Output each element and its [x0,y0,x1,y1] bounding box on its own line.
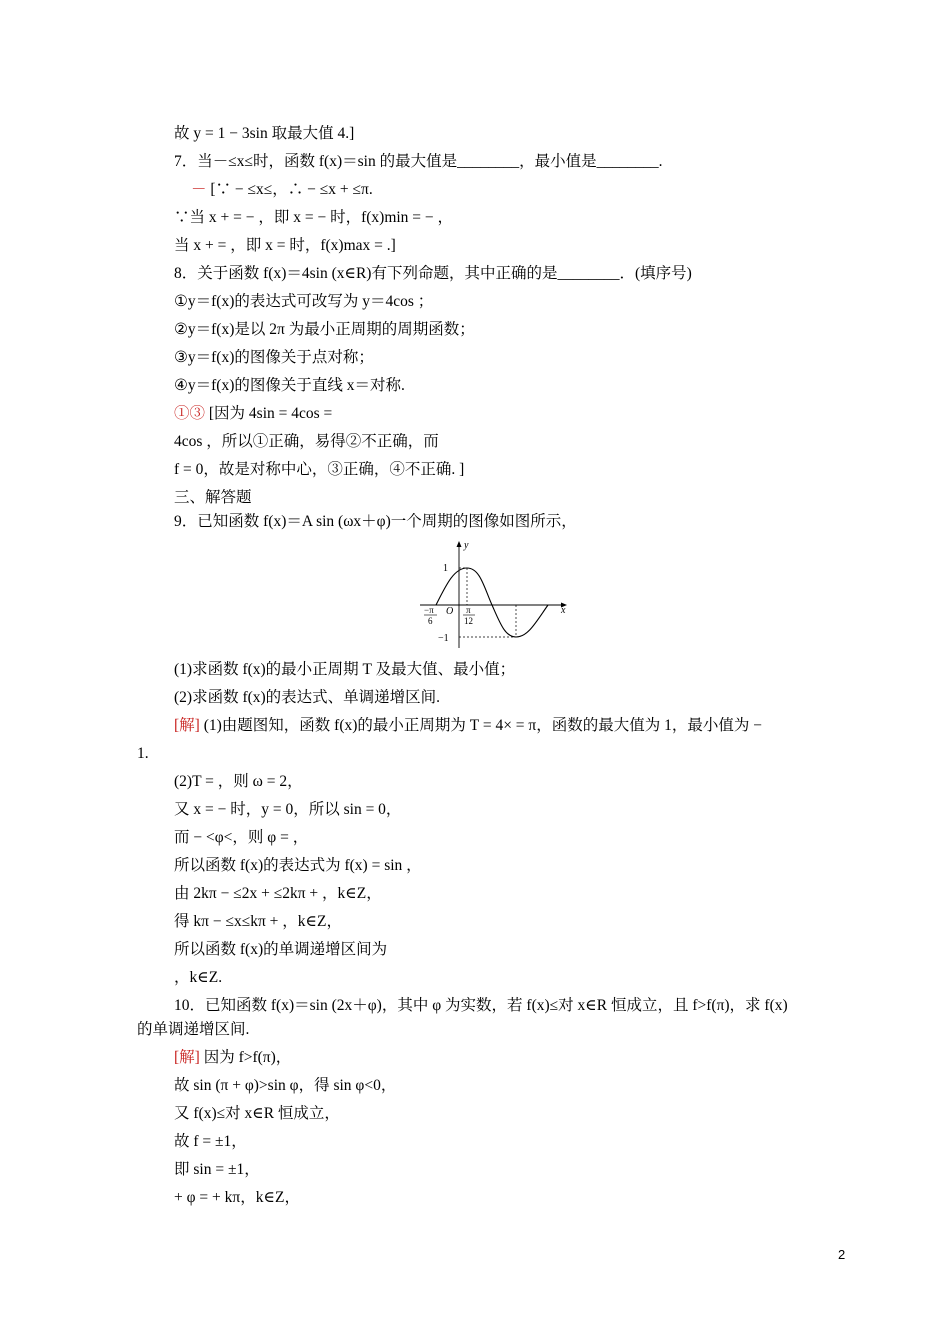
line-text: ①y＝f(x)的表达式可改写为 y＝4cos ； [174,293,434,310]
y-axis-arrow [457,541,462,547]
answer-marker: － [191,181,207,198]
line-text: 又 f(x)≤对 x∈R 恒成立， [174,1105,340,1122]
text-line [174,940,387,960]
line-text: 9．已知函数 f(x)＝A sin (ωx＋φ)一个周期的图像如图所示， [174,513,577,530]
text-line [174,1076,396,1096]
text-line [174,856,422,876]
text-line [174,264,692,284]
line-text: 所以函数 f(x)的表达式为 f(x) = sin ， [174,857,422,874]
text-line [174,912,342,932]
line-text: 故 y = 1 − 3sin 取最大值 4.] [174,125,355,142]
text-line [174,348,374,368]
x-axis-label: x [561,605,566,616]
sine-graph-figure [418,540,574,650]
text-line [174,152,662,172]
text-line [137,744,149,764]
line-text: 4cos ，所以①正确，易得②不正确，而 [174,433,439,450]
line-text: f = 0，故是对称中心，③正确，④不正确. ] [174,461,465,478]
text-line [137,1020,249,1040]
text-line [174,968,222,988]
line-text: (2)求函数 f(x)的表达式、单调递增区间. [174,689,441,706]
xtick-right-numerator: π [466,605,471,615]
line-text: 由 2kπ − ≤2x + ≤2kπ + ，k∈Z， [174,885,382,902]
text-line [174,1188,300,1208]
xtick-right-denominator: 12 [464,616,473,626]
line-text: 8．关于函数 f(x)＝4sin (x∈R)有下列命题，其中正确的是________．(填序号) [174,265,692,282]
line-text: (1)由题图知，函数 f(x)的最小正周期为 T = 4× = π，函数的最大值为 1，最小值为 − [199,717,762,734]
line-text: 的单调递增区间. [137,1021,250,1038]
text-line [174,996,788,1016]
xtick-left-numerator: −π [424,605,434,615]
answer-marker: [解] [174,1049,200,1066]
line-text: 故 sin (π + φ)>sin φ，得 sin φ<0， [174,1077,397,1094]
text-line [174,320,475,340]
text-line [174,800,401,820]
line-text: 1. [137,745,149,762]
y-axis-label: y [464,540,469,551]
line-text: ④y＝f(x)的图像关于直线 x＝对称. [174,377,405,394]
text-line [174,688,440,708]
line-text: 得 kπ − ≤x≤kπ + ，k∈Z， [174,913,342,930]
text-line [174,772,303,792]
text-line [174,1132,247,1152]
text-line [174,460,464,480]
line-text: ②y＝f(x)是以 2π 为最小正周期的周期函数； [174,321,475,338]
text-line [174,1048,291,1068]
line-text: [∵ − ≤x≤，∴ − ≤x + ≤π. [206,181,373,198]
text-line [174,828,308,848]
line-text: + φ = + kπ，k∈Z， [174,1189,300,1206]
text-line [191,180,373,200]
line-text: (1)求函数 f(x)的最小正周期 T 及最大值、最小值； [174,661,516,678]
page-number: 2 [838,1247,846,1262]
xtick-left-denominator: 6 [428,616,433,626]
line-text: ，k∈Z. [174,969,223,986]
line-text: ③y＝f(x)的图像关于点对称； [174,349,374,366]
line-text: 即 sin = ±1， [174,1161,260,1178]
text-line [174,124,354,144]
text-line [174,236,396,256]
text-line [174,404,332,424]
text-line [174,660,515,680]
sine-curve [436,568,548,637]
line-text: 而 − <φ<，则 φ = ， [174,829,309,846]
text-line [174,716,762,736]
text-line [174,376,405,396]
text-line [174,208,453,228]
line-text: 所以函数 f(x)的单调递增区间为 [174,941,388,958]
text-line [174,1104,340,1124]
origin-label: O [446,606,454,617]
line-text: 又 x = − 时，y = 0，所以 sin = 0， [174,801,402,818]
line-text: 因为 f>f(π)， [199,1049,292,1066]
text-line [174,488,252,508]
line-text: (2)T = ，则 ω = 2， [174,773,303,790]
text-line [174,512,577,532]
line-text: 当 x + = ，即 x = 时，f(x)max = .] [174,237,396,254]
line-text: 10．已知函数 f(x)＝sin (2x＋φ)，其中 φ 为实数，若 f(x)≤对 x∈R 恒成立，且 f>f(π)，求 f(x) [174,997,788,1014]
line-text: [因为 4sin = 4cos = [205,405,333,422]
ytick-top-label: 1 [443,563,448,574]
text-line [174,884,382,904]
line-text: ∵当 x + = − ，即 x = − 时，f(x)min = − ， [174,209,454,226]
ytick-bottom-label: −1 [438,633,449,644]
line-text: 故 f = ±1， [174,1133,247,1150]
text-line [174,1160,260,1180]
line-text: 三、解答题 [174,489,252,506]
line-text: 7．当－≤x≤时，函数 f(x)＝sin 的最大值是________，最小值是________. [174,153,663,170]
text-line [174,292,433,312]
answer-marker: ①③ [174,405,206,422]
text-line [174,432,439,452]
answer-marker: [解] [174,717,200,734]
